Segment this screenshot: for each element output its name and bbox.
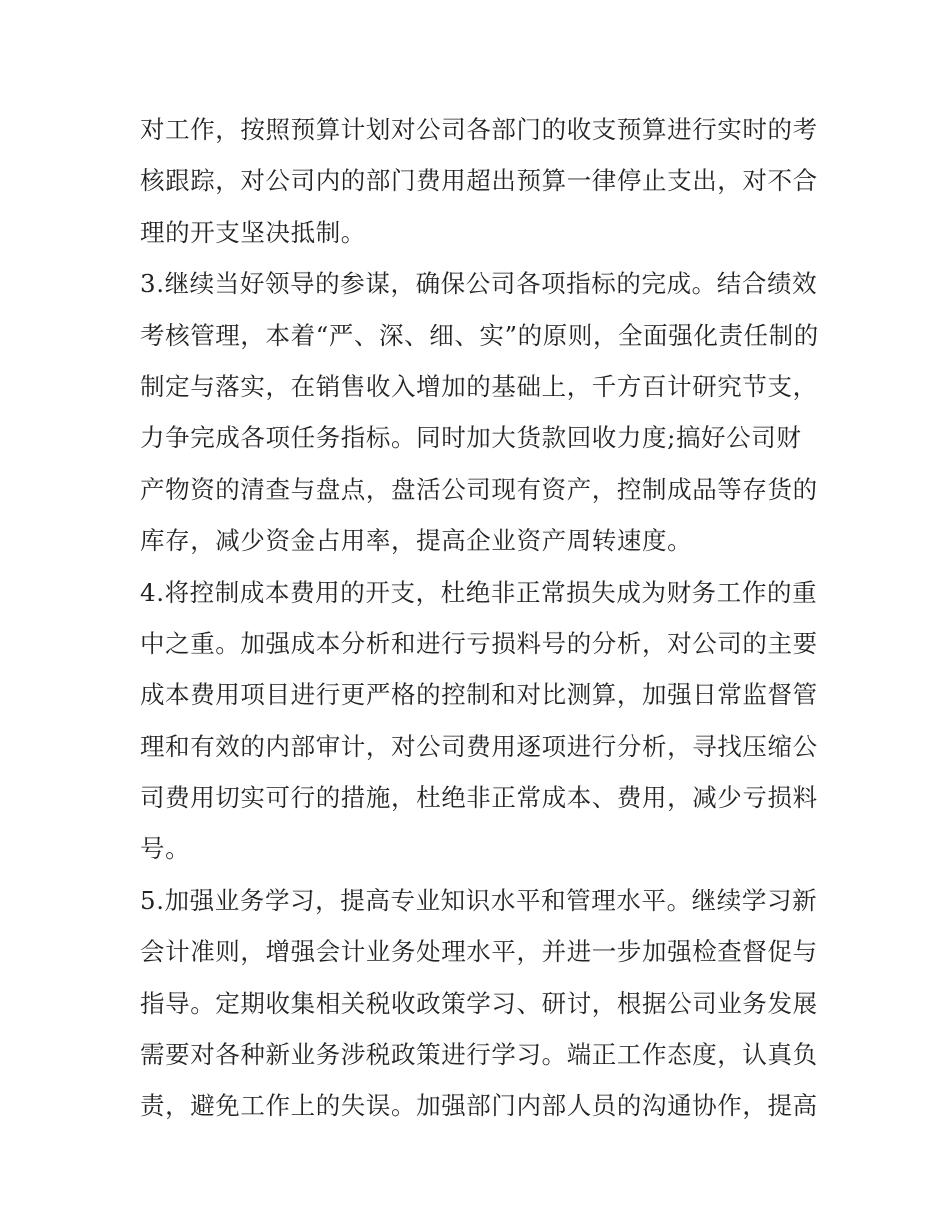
text-line: 理的开支坚决抵制。 <box>140 217 366 247</box>
text-line: 责，避免工作上的失误。加强部门内部人员的沟通协作，提高 <box>140 1091 818 1121</box>
text-line: 理和有效的内部审计，对公司费用逐项进行分析，寻找压缩公 <box>140 731 818 761</box>
text-line: 3.继续当好领导的参谋，确保公司各项指标的完成。结合绩效 <box>140 269 818 299</box>
text-line: 司费用切实可行的措施，杜绝非正常成本、费用，减少亏损料 <box>140 783 818 813</box>
text-line: 4.将控制成本费用的开支，杜绝非正常损失成为财务工作的重 <box>140 577 818 607</box>
text-line: 需要对各种新业务涉税政策进行学习。端正工作态度，认真负 <box>140 1040 818 1070</box>
text-line: 产物资的清查与盘点，盘活公司现有资产，控制成品等存货的 <box>140 474 818 504</box>
text-line: 核跟踪，对公司内的部门费用超出预算一律停止支出，对不合 <box>140 166 818 196</box>
text-line: 指导。定期收集相关税收政策学习、研讨，根据公司业务发展 <box>140 988 818 1018</box>
text-line: 库存，减少资金占用率，提高企业资产周转速度。 <box>140 526 693 556</box>
text-line: 中之重。加强成本分析和进行亏损料号的分析，对公司的主要 <box>140 628 818 658</box>
text-line: 制定与落实，在销售收入增加的基础上，千方百计研究节支， <box>140 371 818 401</box>
text-line: 会计准则，增强会计业务处理水平，并进一步加强检查督促与 <box>140 937 818 967</box>
body-text <box>140 104 820 1132</box>
text-line: 5.加强业务学习，提高专业知识水平和管理水平。继续学习新 <box>140 885 818 915</box>
text-line: 力争完成各项任务指标。同时加大货款回收力度;搞好公司财 <box>140 423 802 453</box>
text-line: 考核管理，本着“严、深、细、实”的原则，全面强化责任制的 <box>140 320 819 350</box>
text-line: 成本费用项目进行更严格的控制和对比测算，加强日常监督管 <box>140 680 818 710</box>
text-line: 对工作，按照预算计划对公司各部门的收支预算进行实时的考 <box>140 115 818 144</box>
text-line: 号。 <box>140 834 191 864</box>
